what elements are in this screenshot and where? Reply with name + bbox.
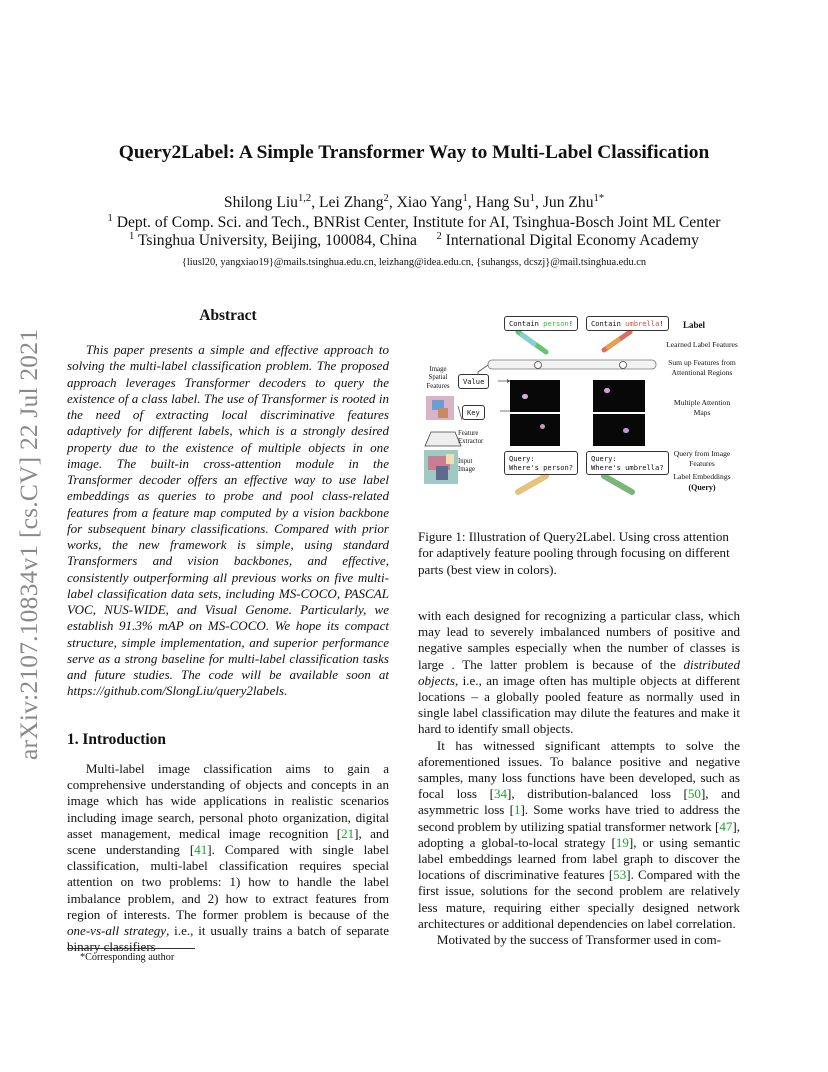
- right-column-body: [418, 608, 740, 948]
- fig-learned-label-features: Learned Label Features: [666, 340, 738, 349]
- author-list: Shilong Liu$^{1,2}$, Lei Zhang$^2$, Xiao Yang$^1$, Hang Su$^1$, Jun Zhu$^{1*}$: [223, 192, 605, 211]
- query-person-box: Query: Where's person?: [504, 451, 578, 475]
- footnote: *Corresponding author: [80, 952, 175, 963]
- fig-label-embeddings: Label Embeddings: [673, 472, 731, 481]
- citation-link[interactable]: 41: [194, 842, 208, 858]
- citation-link[interactable]: 47: [719, 818, 733, 834]
- contain-umbrella-box: Contain umbrella!: [586, 316, 669, 331]
- author-affil-mark: 1*: [593, 192, 605, 204]
- affil-mark: 1: [107, 212, 113, 224]
- fig-feature-extractor: Feature Extractor: [458, 430, 484, 446]
- affiliation-text: Tsinghua University, Beijing, 100084, China: [137, 232, 417, 249]
- author-emails: {liusl20, yangxiao19}@mails.tsinghua.edu.cn, leizhang@idea.edu.cn, {suhangss, dcszj}@mail.tsinghua.edu.cn: [181, 257, 647, 268]
- attention-map: [593, 414, 645, 446]
- affiliation-line-2: [0, 232, 828, 250]
- author-name: Shilong Liu: [223, 194, 298, 211]
- fig-input-image: Input Image: [458, 458, 475, 474]
- affil-mark: 2: [436, 230, 442, 242]
- author-affil-mark: 1: [529, 192, 536, 204]
- affil-mark: 1: [129, 230, 135, 242]
- footnote-rule: [67, 948, 195, 949]
- fig-sum-up: Sum up Features from Attentional Regions: [668, 358, 736, 377]
- fig-query-label: (Query): [688, 483, 716, 492]
- fig-multiple-attention-maps: Multiple Attention Maps: [673, 398, 731, 417]
- query-umbrella-box: Query: Where's umbrella?: [586, 451, 669, 475]
- citation-link[interactable]: 53: [613, 867, 627, 883]
- author-affil-mark: 1: [462, 192, 468, 204]
- body-paragraph: It has witnessed significant attempts to solve the aforementioned issues. To balance positive and negative samples, many loss functions have been developed, such as focal loss [34], distribution-balanced loss [50], and asymmetric loss [1]. Some works have tried to address the second problem by utilizing spatial transformer network [47], adopting a global-to-local strategy [19], or using semantic label embeddings learned from label graph to discover the locations of discriminative features [53]. Compared with the first issue, solutions for the second problem are relatively less mature, requiring either specially designed network architectures or additional dependencies on label correlation.: [418, 737, 740, 931]
- figure-caption: Figure 1: Illustration of Query2Label. Using cross attention for adaptively feature pooling through focusing on different parts (best view in colors).: [418, 529, 730, 577]
- figure-1: [418, 310, 748, 500]
- author-name: Hang Su: [475, 194, 530, 211]
- fig-image-spatial-features: Image Spatial Features: [426, 366, 450, 390]
- author-affil-mark: 1,2: [297, 192, 312, 204]
- abstract-body: This paper presents a simple and effective approach to solving the multi-label classification problem. The proposed approach leverages Transformer decoders to query the existence of a class label. The use of Transformer is rooted in the need of extracting local discriminative features adaptively for different labels, which is a strongly desired property due to the existence of multiple objects in one image. The built-in cross-attention module in the Transformer decoder offers an effective way to use label embeddings as queries to probe and pool class-related features from a feature map computed by a vision backbone for subsequent binary classifications. Compared with prior works, the new framework is simple, using standard Transformers and vision backbones, and effective, consistently outperforming all previous works on five multi-label classification data sets, including MS-COCO, PASCAL VOC, NUS-WIDE, and Visual Genome. Particularly, we establish 91.3% mAP on MS-COCO. We hope its compact structure, simple implementation, and superior performance serve as a strong baseline for multi-label classification tasks and future studies. The code will be available soon at https://github.com/SlongLiu/query2labels.: [67, 342, 389, 699]
- abstract-heading: Abstract: [199, 307, 257, 324]
- key-box: Key: [462, 405, 485, 420]
- citation-link[interactable]: 19: [615, 834, 629, 850]
- intro-paragraph: Multi-label image classification aims to gain a comprehensive understanding of objects and concepts in an image which has wide applications in realistic scenarios including image search, personal photo organization, digital asset management, medical image recognition [21], and scene understanding [41]. Compared with single label classification, multi-label classification requires special attention on two problems: 1) how to handle the label imbalance problem, and 2) how to extract features from region of interests. The former problem is because of the one-vs-all strategy, i.e., it usually trains a batch of separate binary classifiers: [67, 761, 389, 955]
- arxiv-stamp: arXiv:2107.10834v1 [cs.CV] 22 Jul 2021: [14, 328, 43, 760]
- feature-extractor-shape: [425, 432, 461, 446]
- contain-person-box: Contain person!: [504, 316, 578, 331]
- body-paragraph: with each designed for recognizing a particular class, which may lead to severely imbalanced numbers of positive and negative samples especially when the number of classes is large . The latter problem is because of the distributed objects, i.e., an image often has multiple objects at different locations – a globally pooled feature as normally used in single label classification may dilute the features and make it hard to identify small objects.: [418, 608, 740, 737]
- affiliation-text: International Digital Economy Academy: [445, 232, 699, 249]
- fig-label-heading: Label: [683, 320, 706, 330]
- citation-link[interactable]: 21: [341, 825, 355, 841]
- author-name: Jun Zhu: [542, 194, 594, 211]
- author-name: Lei Zhang: [319, 194, 384, 211]
- author-affil-mark: 2: [383, 192, 389, 204]
- paper-title: Query2Label: A Simple Transformer Way to Multi-Label Classification: [118, 142, 710, 163]
- attention-map: [593, 380, 645, 412]
- citation-link[interactable]: 1: [513, 802, 521, 818]
- citation-link[interactable]: 50: [687, 786, 701, 802]
- citation-link[interactable]: 34: [493, 786, 507, 802]
- attention-map: [510, 414, 560, 446]
- author-name: Xiao Yang: [396, 194, 463, 211]
- attention-map: [510, 380, 560, 412]
- body-paragraph: Motivated by the success of Transformer used in com-: [436, 932, 722, 948]
- section-heading: 1. Introduction: [67, 731, 166, 748]
- value-box: Value: [458, 374, 489, 389]
- affiliation-text: Dept. of Comp. Sci. and Tech., BNRist Center, Institute for AI, Tsinghua-Bosch Joint ML Center: [116, 214, 721, 231]
- affiliation-line-1: [0, 214, 828, 232]
- fig-query-from-image: Query from Image Features: [673, 449, 731, 468]
